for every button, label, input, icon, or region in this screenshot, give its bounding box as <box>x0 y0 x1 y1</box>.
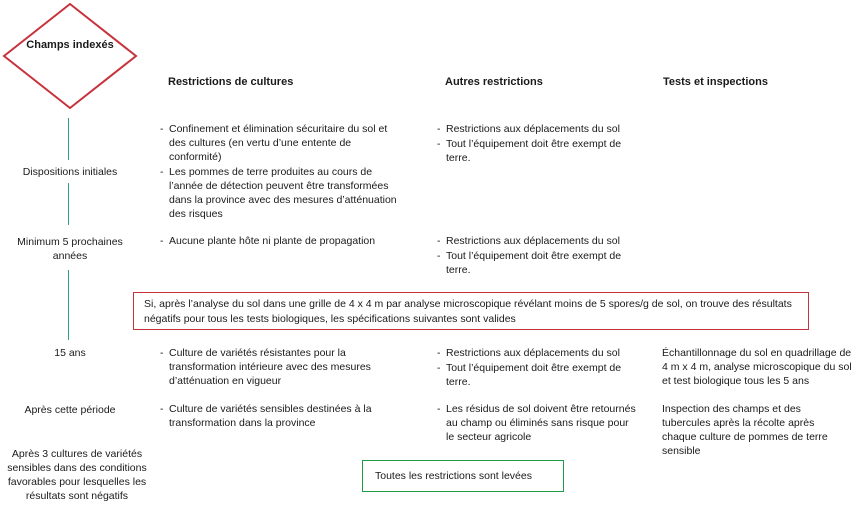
header-crop-restrictions: Restrictions de cultures <box>168 76 294 88</box>
stage-after-3-crops: Après 3 cultures de variétés sensibles dans des conditions favorables pour lesquelles les résultats sont négatifs <box>7 448 147 502</box>
row1-other-restrictions <box>437 122 637 166</box>
final-box: Toutes les restrictions sont levées <box>362 460 564 492</box>
list-item: - Les résidus de sol doivent être retournés au champ ou éliminés sans risque pour le secteur agricole <box>437 402 637 444</box>
row3-crop-restrictions <box>160 346 405 389</box>
list-item: - Les pommes de terre produites au cours de l’année de détection peuvent être transformées dans la province avec des mesures d’atténuation des risques <box>160 165 405 221</box>
timeline-line-2 <box>68 183 69 225</box>
list-item: - Culture de variétés résistantes pour la transformation intérieure avec des mesures d’atténuation en vigueur <box>160 346 405 388</box>
timeline-line-3 <box>68 270 69 340</box>
row2-other-restrictions <box>437 234 637 278</box>
list-item: - Tout l’équipement doit être exempt de terre. <box>437 361 637 389</box>
list-item: - Tout l’équipement doit être exempt de terre. <box>437 249 637 277</box>
stage-initial: Dispositions initiales <box>22 166 118 178</box>
row1-crop-restrictions <box>160 122 405 222</box>
stage-15-years: 15 ans <box>54 347 86 359</box>
list-item: - Restrictions aux déplacements du sol <box>437 234 637 248</box>
timeline-line-1 <box>68 118 69 160</box>
header-other-restrictions: Autres restrictions <box>445 76 543 88</box>
list-item: - Restrictions aux déplacements du sol <box>437 346 637 360</box>
condition-box: Si, après l’analyse du sol dans une grille de 4 x 4 m par analyse microscopique révélant moins de 5 spores/g de sol, on trouve des résultats négatifs pour tous les tests biologiques, les spécifications suivantes sont valides <box>133 292 809 330</box>
stage-next-5-years: Minimum 5 prochaines années <box>17 236 123 262</box>
stage-after-period: Après cette période <box>24 404 116 416</box>
row3-tests: Échantillonnage du sol en quadrillage de 4 m x 4 m, analyse microscopique du sol et test biologique tous les 5 ans <box>662 347 852 387</box>
row4-other-restrictions <box>437 402 637 445</box>
row2-crop-restrictions <box>160 234 405 249</box>
row4-tests: Inspection des champs et des tubercules après la récolte après chaque culture de pommes de terre sensible <box>662 403 828 457</box>
title-diamond <box>2 2 138 110</box>
row3-other-restrictions <box>437 346 637 390</box>
diamond-shape <box>2 2 138 110</box>
list-item: - Tout l’équipement doit être exempt de terre. <box>437 137 637 165</box>
row4-crop-restrictions <box>160 402 405 431</box>
list-item: - Aucune plante hôte ni plante de propagation <box>160 234 405 248</box>
list-item: - Restrictions aux déplacements du sol <box>437 122 637 136</box>
header-tests-inspections: Tests et inspections <box>663 76 768 88</box>
diagram-title: Champs indexés <box>26 39 114 51</box>
list-item: - Confinement et élimination sécuritaire du sol et des cultures (en vertu d’une entente de conformité) <box>160 122 405 164</box>
list-item: - Culture de variétés sensibles destinées à la transformation dans la province <box>160 402 405 430</box>
